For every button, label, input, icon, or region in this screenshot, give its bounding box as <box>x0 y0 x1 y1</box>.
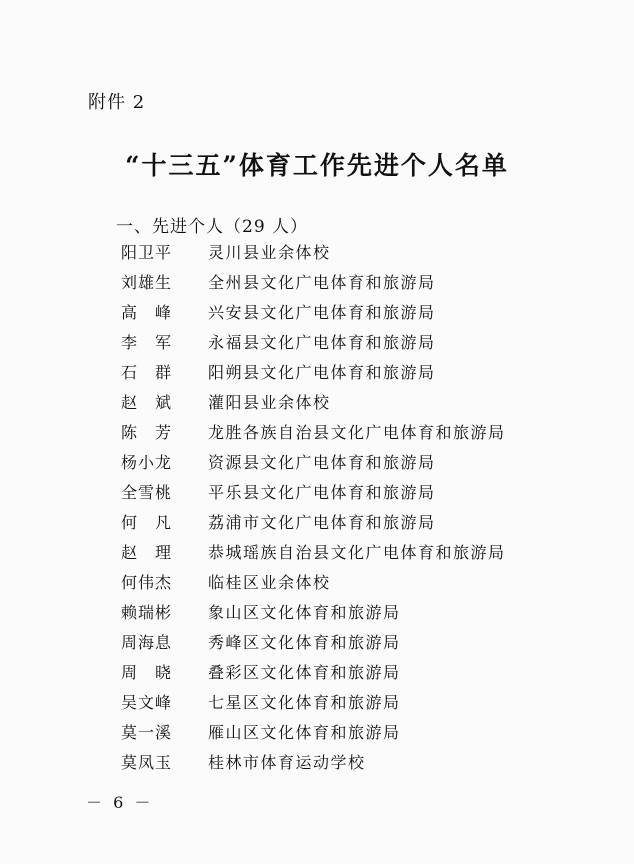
person-unit: 雁山区文化体育和旅游局 <box>208 723 401 742</box>
list-item <box>0 538 634 568</box>
person-unit: 桂林市体育运动学校 <box>208 753 366 772</box>
person-unit: 七星区文化体育和旅游局 <box>208 693 401 712</box>
person-unit: 恭城瑶族自治县文化广电体育和旅游局 <box>208 543 506 562</box>
person-unit: 兴安县文化广电体育和旅游局 <box>208 303 436 322</box>
list-item <box>0 418 634 448</box>
section-heading: 一、先进个人（29 人） <box>116 217 309 237</box>
person-unit: 永福县文化广电体育和旅游局 <box>208 333 436 352</box>
list-item <box>0 628 634 658</box>
page-title: “十三五”体育工作先进个人名单 <box>125 151 509 180</box>
person-name: 何伟杰 <box>121 573 173 592</box>
list-item <box>0 598 634 628</box>
person-name: 赵 理 <box>121 543 173 562</box>
list-item <box>0 688 634 718</box>
person-name: 杨小龙 <box>121 453 173 472</box>
person-unit: 全州县文化广电体育和旅游局 <box>208 273 436 292</box>
person-name: 阳卫平 <box>121 243 173 262</box>
person-name: 石 群 <box>121 363 173 382</box>
person-unit: 叠彩区文化体育和旅游局 <box>208 663 401 682</box>
list-item <box>0 478 634 508</box>
person-unit: 灵川县业余体校 <box>208 243 331 262</box>
list-item <box>0 748 634 778</box>
list-item <box>0 298 634 328</box>
person-name: 莫一溪 <box>121 723 173 742</box>
person-name: 赖瑞彬 <box>121 603 173 622</box>
list-item <box>0 658 634 688</box>
person-list <box>0 238 634 778</box>
person-unit: 灌阳县业余体校 <box>208 393 331 412</box>
person-name: 吴文峰 <box>121 693 173 712</box>
person-name: 莫凤玉 <box>121 753 173 772</box>
person-name: 高 峰 <box>121 303 173 322</box>
list-item <box>0 568 634 598</box>
person-name: 李 军 <box>121 333 173 352</box>
person-unit: 龙胜各族自治县文化广电体育和旅游局 <box>208 423 506 442</box>
person-unit: 临桂区业余体校 <box>208 573 331 592</box>
page-number: － 6 － <box>86 793 154 812</box>
list-item <box>0 268 634 298</box>
list-item <box>0 238 634 268</box>
person-name: 周 晓 <box>121 663 173 682</box>
person-name: 刘雄生 <box>121 273 173 292</box>
list-item <box>0 718 634 748</box>
attachment-label: 附件 2 <box>88 92 146 113</box>
person-name: 赵 斌 <box>121 393 173 412</box>
person-unit: 阳朔县文化广电体育和旅游局 <box>208 363 436 382</box>
person-unit: 资源县文化广电体育和旅游局 <box>208 453 436 472</box>
list-item <box>0 388 634 418</box>
person-unit: 荔浦市文化广电体育和旅游局 <box>208 513 436 532</box>
list-item <box>0 358 634 388</box>
person-name: 周海息 <box>121 633 173 652</box>
person-name: 何 凡 <box>121 513 173 532</box>
list-item <box>0 448 634 478</box>
person-unit: 象山区文化体育和旅游局 <box>208 603 401 622</box>
list-item <box>0 508 634 538</box>
list-item <box>0 328 634 358</box>
person-unit: 平乐县文化广电体育和旅游局 <box>208 483 436 502</box>
person-name: 陈 芳 <box>121 423 173 442</box>
person-unit: 秀峰区文化体育和旅游局 <box>208 633 401 652</box>
person-name: 全雪桃 <box>121 483 173 502</box>
